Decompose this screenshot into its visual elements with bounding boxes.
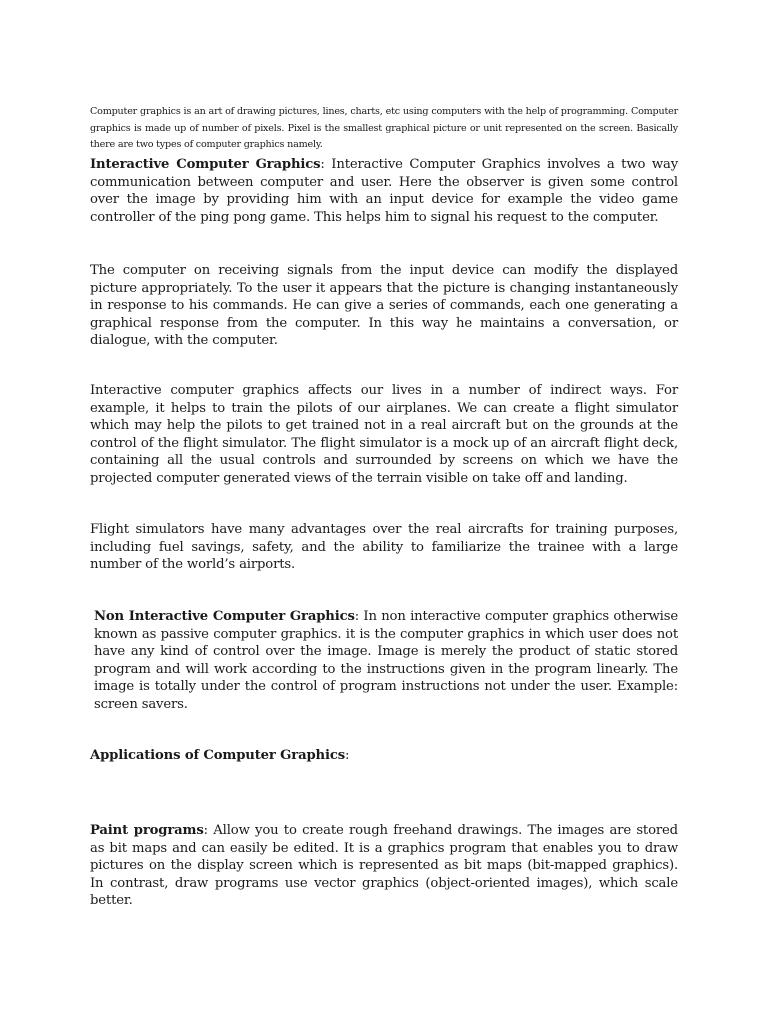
interactive-graphics-separator: : <box>320 157 325 172</box>
applications-heading-line <box>90 747 678 765</box>
non-interactive-graphics-text: In non interactive computer graphics otherwise known as passive computer graphics. it is the computer graphics in which user does not have any kind of control over the image. Image is merely the product of static stored program and will work according to the instructions given in the program linearly. The image is totally under the control of program instructions not under the user. Example: screen savers. <box>94 609 678 712</box>
applications-heading: Applications of Computer Graphics <box>90 748 345 763</box>
applications-separator: : <box>344 748 350 763</box>
non-interactive-graphics-separator: : <box>354 609 360 624</box>
interactive-graphics-text: Interactive Computer Graphics involves a two way communication between computer and user. Here the observer is given some control over the image by providing him with an input device for example the video game controller of the ping pong game. This helps him to signal his request to the computer. <box>90 157 679 225</box>
indirect-ways-paragraph: Interactive computer graphics affects our lives in a number of indirect ways. For example, it helps to train the pilots of our airplanes. We can create a flight simulator which may help the pilots to get trained not in a real aircraft but on the grounds at the control of the flight simulator. The flight simulator is a mock up of an aircraft flight deck, containing all the usual controls and surrounded by screens on which we have the projected computer generated views of the terrain visible on take off and landing. <box>90 383 678 486</box>
flight-simulators-paragraph: Flight simulators have many advantages over the real aircrafts for training purposes, including fuel savings, safety, and the ability to familiarize the trainee with a large number of the world’s airports. <box>90 522 678 573</box>
interactive-graphics-heading: Interactive Computer Graphics <box>90 157 321 172</box>
interactive-graphics-paragraph <box>90 156 678 226</box>
paint-programs-paragraph <box>90 822 678 910</box>
non-interactive-graphics-heading: Non Interactive Computer Graphics <box>94 609 355 624</box>
paint-programs-text: Allow you to create rough freehand drawings. The images are stored as bit maps and can easily be edited. It is a graphics program that enables you to draw pictures on the display screen which is represented as bit maps (bit-mapped graphics). In contrast, draw programs use vector graphics (object-oriented images), which scale better. <box>90 823 678 909</box>
non-interactive-graphics-paragraph <box>90 608 678 714</box>
paint-programs-heading: Paint programs <box>90 823 204 838</box>
paint-programs-separator: : <box>203 823 208 838</box>
receiving-signals-paragraph: The computer on receiving signals from the input device can modify the displayed picture appropriately. To the user it appears that the picture is changing instantaneously in response to his commands. He can give a series of commands, each one generating a graphical response from the computer. In this way he maintains a conversation, or dialogue, with the computer. <box>90 263 678 349</box>
intro-paragraph: Computer graphics is an art of drawing pictures, lines, charts, etc using computers with the help of programming. Computer graphics is made up of number of pixels. Pixel is the smallest graphical picture or unit represented on the screen. Basically there are two types of computer graphics namely. <box>90 106 678 150</box>
